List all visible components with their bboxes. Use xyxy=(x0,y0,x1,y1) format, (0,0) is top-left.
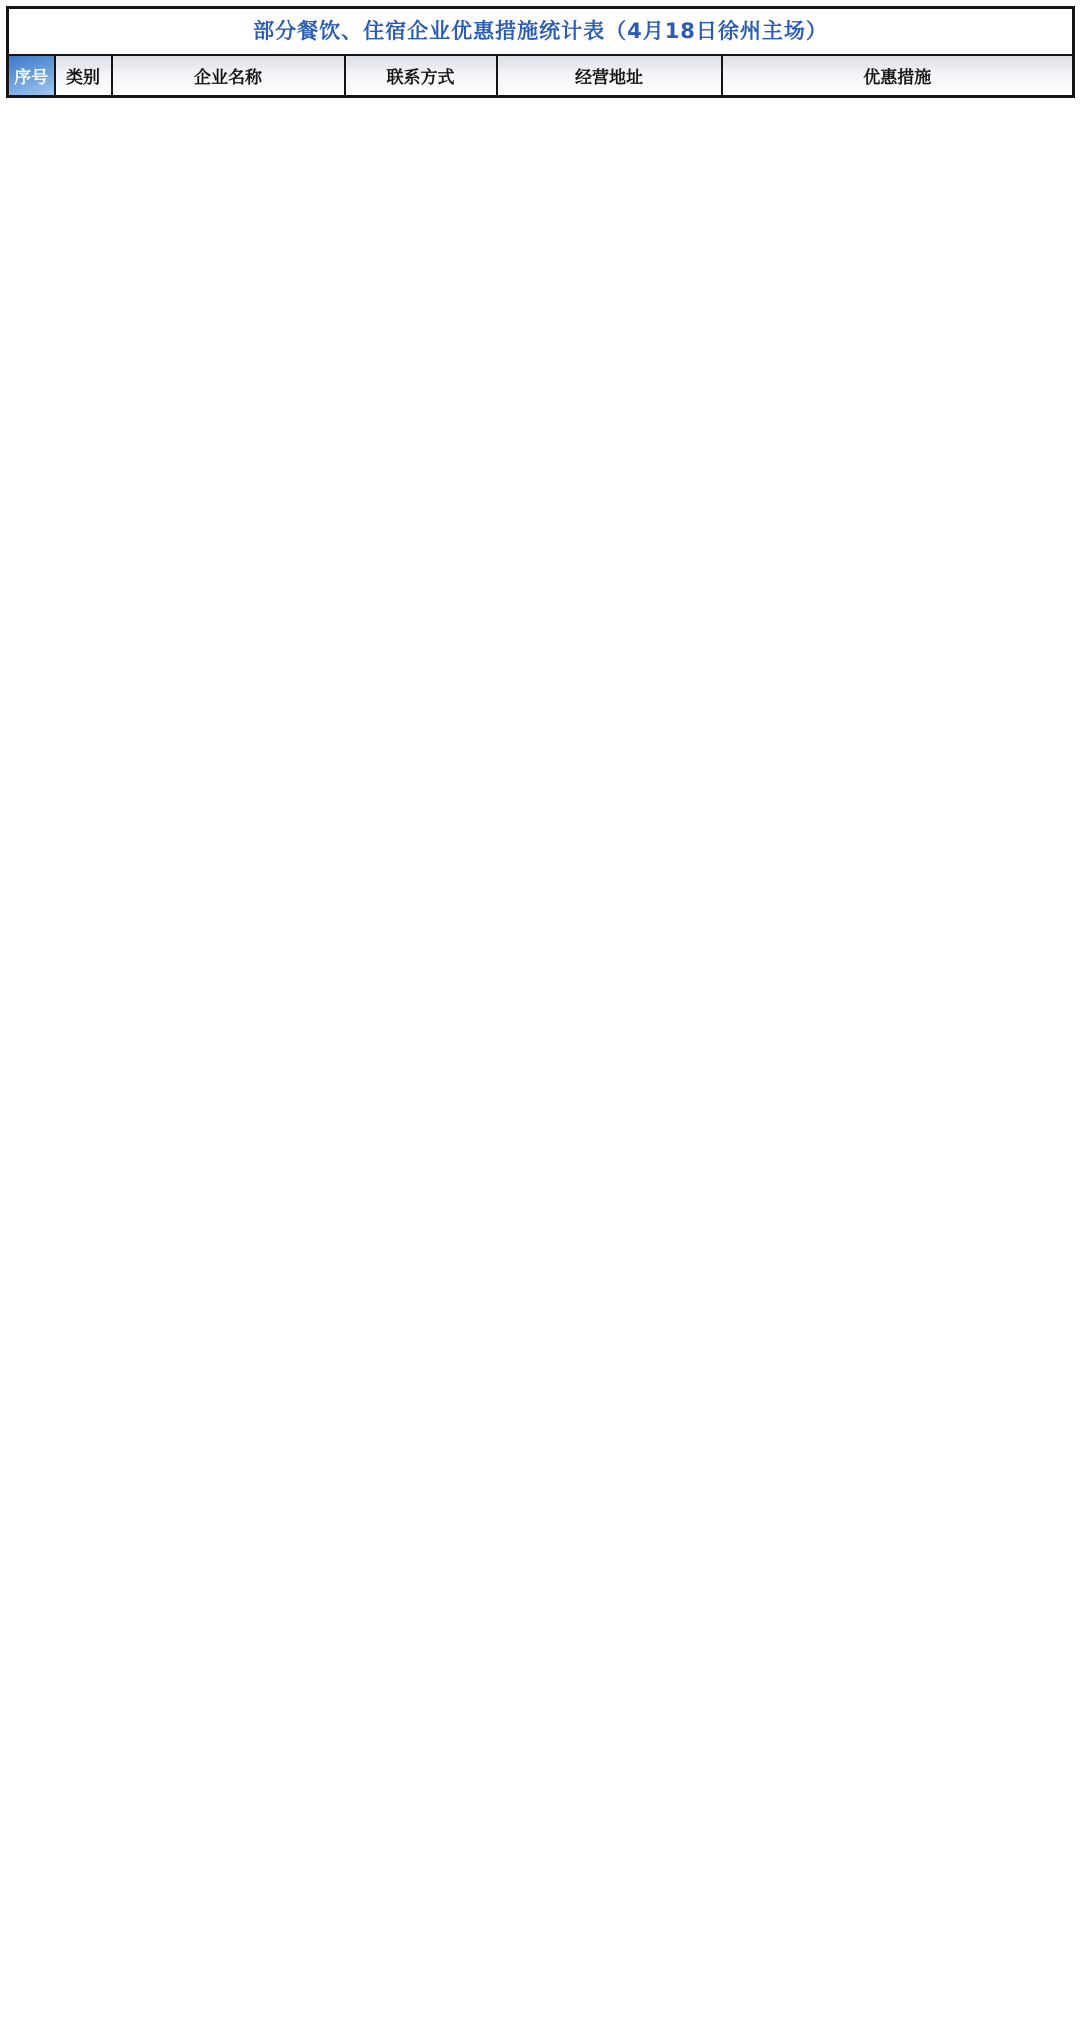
page-title: 部分餐饮、住宿企业优惠措施统计表（4月18日徐州主场） xyxy=(253,19,828,43)
column-header-address: 经营地址 xyxy=(497,55,722,97)
page xyxy=(0,0,1080,106)
column-header-deal: 优惠措施 xyxy=(722,55,1074,97)
title-row xyxy=(8,8,1074,55)
column-header-company: 企业名称 xyxy=(112,55,345,97)
column-header-category: 类别 xyxy=(55,55,112,97)
header-row xyxy=(8,55,1074,97)
column-header-contact: 联系方式 xyxy=(345,55,497,97)
table-title-cell xyxy=(8,8,1074,55)
column-header-no: 序号 xyxy=(8,55,55,97)
discount-table xyxy=(6,6,1075,98)
